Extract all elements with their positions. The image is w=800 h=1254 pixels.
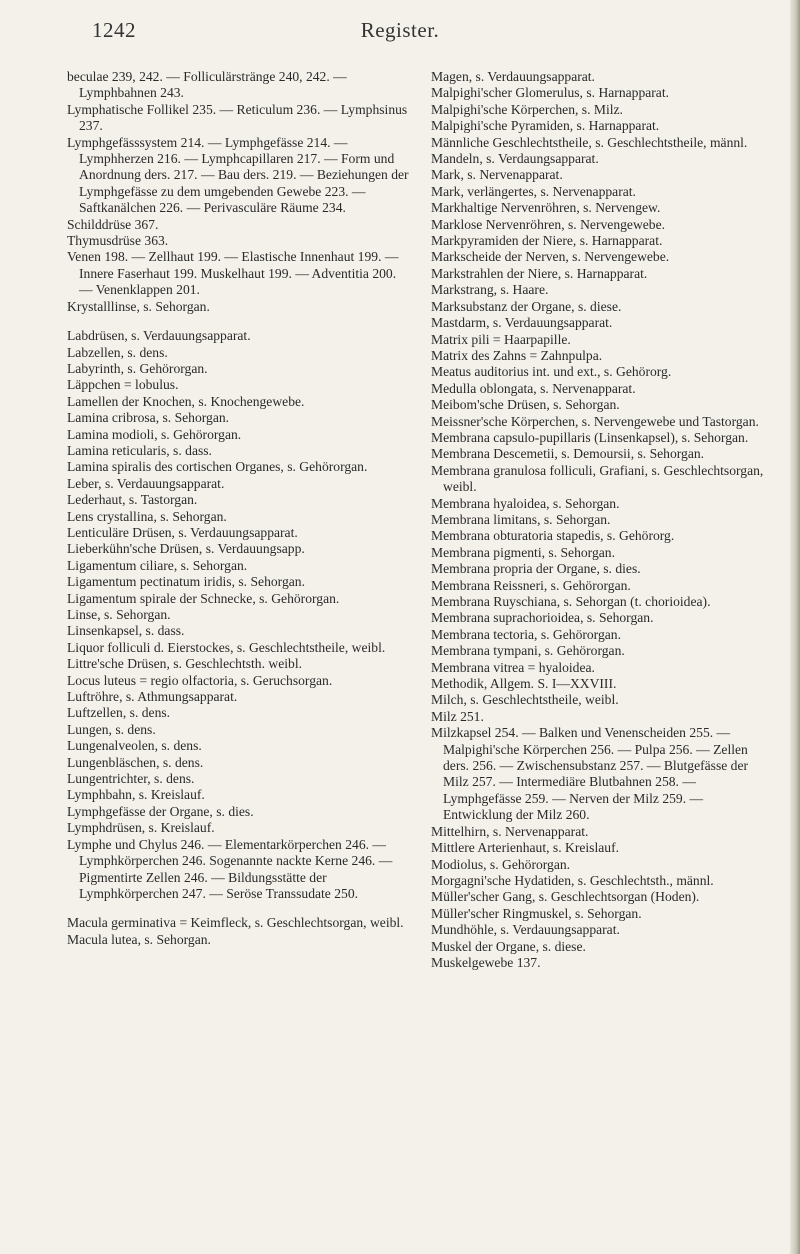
index-entry: Membrana tympani, s. Gehörorgan. [431,643,625,659]
index-entry: Membrana Ruyschiana, s. Sehorgan (t. chorioidea). [431,594,711,609]
index-entry: Meissner'sche Körperchen, s. Nervengewebe und Tastorgan. [431,413,759,429]
index-entry: Malpighi'sche Körperchen, s. Milz. [431,101,623,117]
index-entry: Müller'scher Ringmuskel, s. Sehorgan. [431,905,642,921]
index-entry: Lungen, s. dens. [67,721,156,737]
index-entry: Lymphgefässe der Organe, s. dies. [67,803,254,819]
index-entry: Membrana capsulo-pupillaris (Linsenkapsel), s. Sehorgan. [431,429,749,445]
index-entry: Locus luteus = regio olfactoria, s. Geruchsorgan. [67,672,333,688]
index-entry: Labdrüsen, s. Verdauungsapparat. [67,328,251,344]
index-entry: Markscheide der Nerven, s. Nervengewebe. [431,249,670,265]
index-entry: Medulla oblongata, s. Nervenapparat. [431,380,636,396]
index-entry: Luftröhre, s. Athmungsapparat. [67,689,238,705]
index-entry: Membrana vitrea = hyaloidea. [431,659,595,675]
index-entry: Lungenbläschen, s. dens. [67,754,204,770]
index-entry: Malpighi'sche Pyramiden, s. Harnapparat. [431,118,660,134]
index-entry: Lamina reticularis, s. dass. [67,442,212,458]
index-entry: Macula lutea, s. Sehorgan. [67,931,211,947]
index-entry: Mittelhirn, s. Nervenapparat. [431,823,589,839]
index-entry: Membrana tectoria, s. Gehörorgan. [431,626,621,642]
index-entry: Membrana obturatoria stapedis, s. Gehörorg. [431,528,675,544]
index-entry: Markhaltige Nervenröhren, s. Nervengew. [431,200,661,216]
index-entry: Mittlere Arterienhaut, s. Kreislauf. [431,840,619,856]
index-entry: Mark, s. Nervenapparat. [431,167,563,183]
index-entry: Leber, s. Verdauungsapparat. [67,475,225,491]
index-entry: Lymphatische Follikel 235. — Reticulum 236. — Lymphsinus 237. [67,101,408,134]
index-entry: Macula germinativa = Keimfleck, s. Geschlechtsorgan, weibl. [67,915,404,931]
index-entry: Morgagni'sche Hydatiden, s. Geschlechtsth., männl. [431,872,714,888]
index-entry: Lieberkühn'sche Drüsen, s. Verdauungsapp. [67,541,305,557]
index-entry: Liquor folliculi d. Eierstockes, s. Geschlechtstheile, weibl. [67,639,386,655]
index-entry: Membrana hyaloidea, s. Sehorgan. [431,495,620,511]
index-entry: Milzkapsel 254. — Balken und Venenscheiden 255. — Malpighi'sche Körperchen 256. — Pulpa 256. — Zellen ders. 256. — Zwischensubstanz 257. — Blutgefässe der Milz 257. — Intermediäre Blutbahnen 258. — Lymphgefässe 259. — Nerven der Milz 259. — Entwicklung der Milz 260. [431,725,749,823]
entry-group-gap [67,902,412,915]
index-entry: Linse, s. Sehorgan. [67,607,171,622]
page-header [0,18,800,58]
index-entry: Mastdarm, s. Verdauungsapparat. [431,315,613,331]
index-entry: Lymphgefässsystem 214. — Lymphgefässe 214. — Lymphherzen 216. — Lymphcapillaren 217. — Form und Anordnung ders. 217. — Bau ders. 219. — Beziehungen der Lymphgefässe zu dem umgebenden Gewebe 223. — Saftkanälchen 226. — Perivasculäre Räume 234. [67,134,409,216]
index-entry: Lymphbahn, s. Kreislauf. [67,787,205,803]
index-entry: Mark, verlängertes, s. Nervenapparat. [431,183,636,199]
index-entry: beculae 239, 242. — Folliculärstränge 240, 242. — Lymphbahnen 243. [67,69,347,101]
index-entry: Luftzellen, s. dens. [67,705,171,721]
index-entry: Ligamentum spirale der Schnecke, s. Gehörorgan. [67,590,340,606]
index-entry: Schilddrüse 367. [67,216,159,232]
index-entry: Membrana Descemetii, s. Demoursii, s. Sehorgan. [431,446,705,462]
index-entry: Littre'sche Drüsen, s. Geschlechtsth. weibl. [67,656,302,672]
index-entry: Markstrahlen der Niere, s. Harnapparat. [431,265,648,281]
index-entry: Venen 198. — Zellhaut 199. — Elastische Innenhaut 199. — Innere Faserhaut 199. Muskelhaut 199. — Adventitia 200. — Venenklappen 201. [67,249,399,298]
index-column-left [67,69,412,948]
index-entry: Männliche Geschlechtstheile, s. Geschlechtstheile, männl. [431,134,748,150]
index-entry: Muskel der Organe, s. diese. [431,938,586,954]
index-entry: Magen, s. Verdauungsapparat. [431,69,595,84]
index-entry: Thymusdrüse 363. [67,233,169,249]
index-entry: Markpyramiden der Niere, s. Harnapparat. [431,233,663,249]
index-entry: Lamina spiralis des cortischen Organes, s. Gehörorgan. [67,459,368,475]
index-entry: Ligamentum ciliare, s. Sehorgan. [67,557,248,573]
index-entry: Lamina modioli, s. Gehörorgan. [67,426,242,442]
index-entry: Lymphdrüsen, s. Kreislauf. [67,820,215,836]
index-entry: Mandeln, s. Verdaungsapparat. [431,151,599,167]
index-entry: Marksubstanz der Organe, s. diese. [431,298,622,314]
index-entry: Membrana propria der Organe, s. dies. [431,561,641,577]
index-entry: Lymphe und Chylus 246. — Elementarkörperchen 246. — Lymphkörperchen 246. Sogenannte nackte Kerne 246. — Pigmentirte Zellen 246. — Bildungsstätte der Lymphkörperchen 247. — Seröse Transsudate 250. [67,836,393,901]
index-entry: Matrix pili = Haarpapille. [431,331,571,347]
page-binding-edge [790,0,800,1254]
index-entry: Membrana Reissneri, s. Gehörorgan. [431,577,631,593]
index-entry: Matrix des Zahns = Zahnpulpa. [431,347,603,363]
running-title: Register. [360,18,440,42]
index-entry: Lederhaut, s. Tastorgan. [67,492,198,508]
index-entry: Malpighi'scher Glomerulus, s. Harnapparat. [431,85,670,101]
index-entry: Milch, s. Geschlechtstheile, weibl. [431,692,619,708]
index-entry: Mundhöhle, s. Verdauungsapparat. [431,922,620,938]
index-entry: Lens crystallina, s. Sehorgan. [67,508,227,524]
index-entry: Labzellen, s. dens. [67,344,168,360]
index-entry: Membrana limitans, s. Sehorgan. [431,511,611,527]
index-entry: Müller'scher Gang, s. Geschlechtsorgan (Hoden). [431,889,700,905]
index-entry: Ligamentum pectinatum iridis, s. Sehorgan. [67,574,305,590]
index-entry: Lamina cribrosa, s. Sehorgan. [67,410,230,426]
index-entry: Membrana pigmenti, s. Sehorgan. [431,544,615,560]
index-entry: Marklose Nervenröhren, s. Nervengewebe. [431,216,666,232]
index-entry: Läppchen = lobulus. [67,377,179,393]
page-number: 1242 [92,18,136,42]
index-entry: Lungentrichter, s. dens. [67,771,195,787]
index-entry: Meatus auditorius int. und ext., s. Gehörorg. [431,364,672,380]
entry-group-gap [67,315,412,328]
index-entry: Modiolus, s. Gehörorgan. [431,856,571,872]
index-entry: Muskelgewebe 137. [431,954,541,970]
index-entry: Linsenkapsel, s. dass. [67,623,185,639]
index-entry: Lamellen der Knochen, s. Knochengewebe. [67,393,305,409]
index-entry: Lenticuläre Drüsen, s. Verdauungsapparat. [67,524,298,540]
index-entry: Milz 251. [431,708,484,724]
index-entry: Markstrang, s. Haare. [431,282,549,298]
index-entry: Lungenalveolen, s. dens. [67,738,202,754]
index-entry: Meibom'sche Drüsen, s. Sehorgan. [431,397,620,413]
index-entry: Membrana granulosa folliculi, Grafiani, s. Geschlechtsorgan, weibl. [431,462,764,495]
index-entry: Labyrinth, s. Gehörorgan. [67,360,208,376]
index-entry: Methodik, Allgem. S. I—XXVIII. [431,676,617,692]
index-entry: Krystalllinse, s. Sehorgan. [67,298,210,314]
index-entry: Membrana suprachorioidea, s. Sehorgan. [431,610,654,626]
index-column-right [431,69,773,971]
